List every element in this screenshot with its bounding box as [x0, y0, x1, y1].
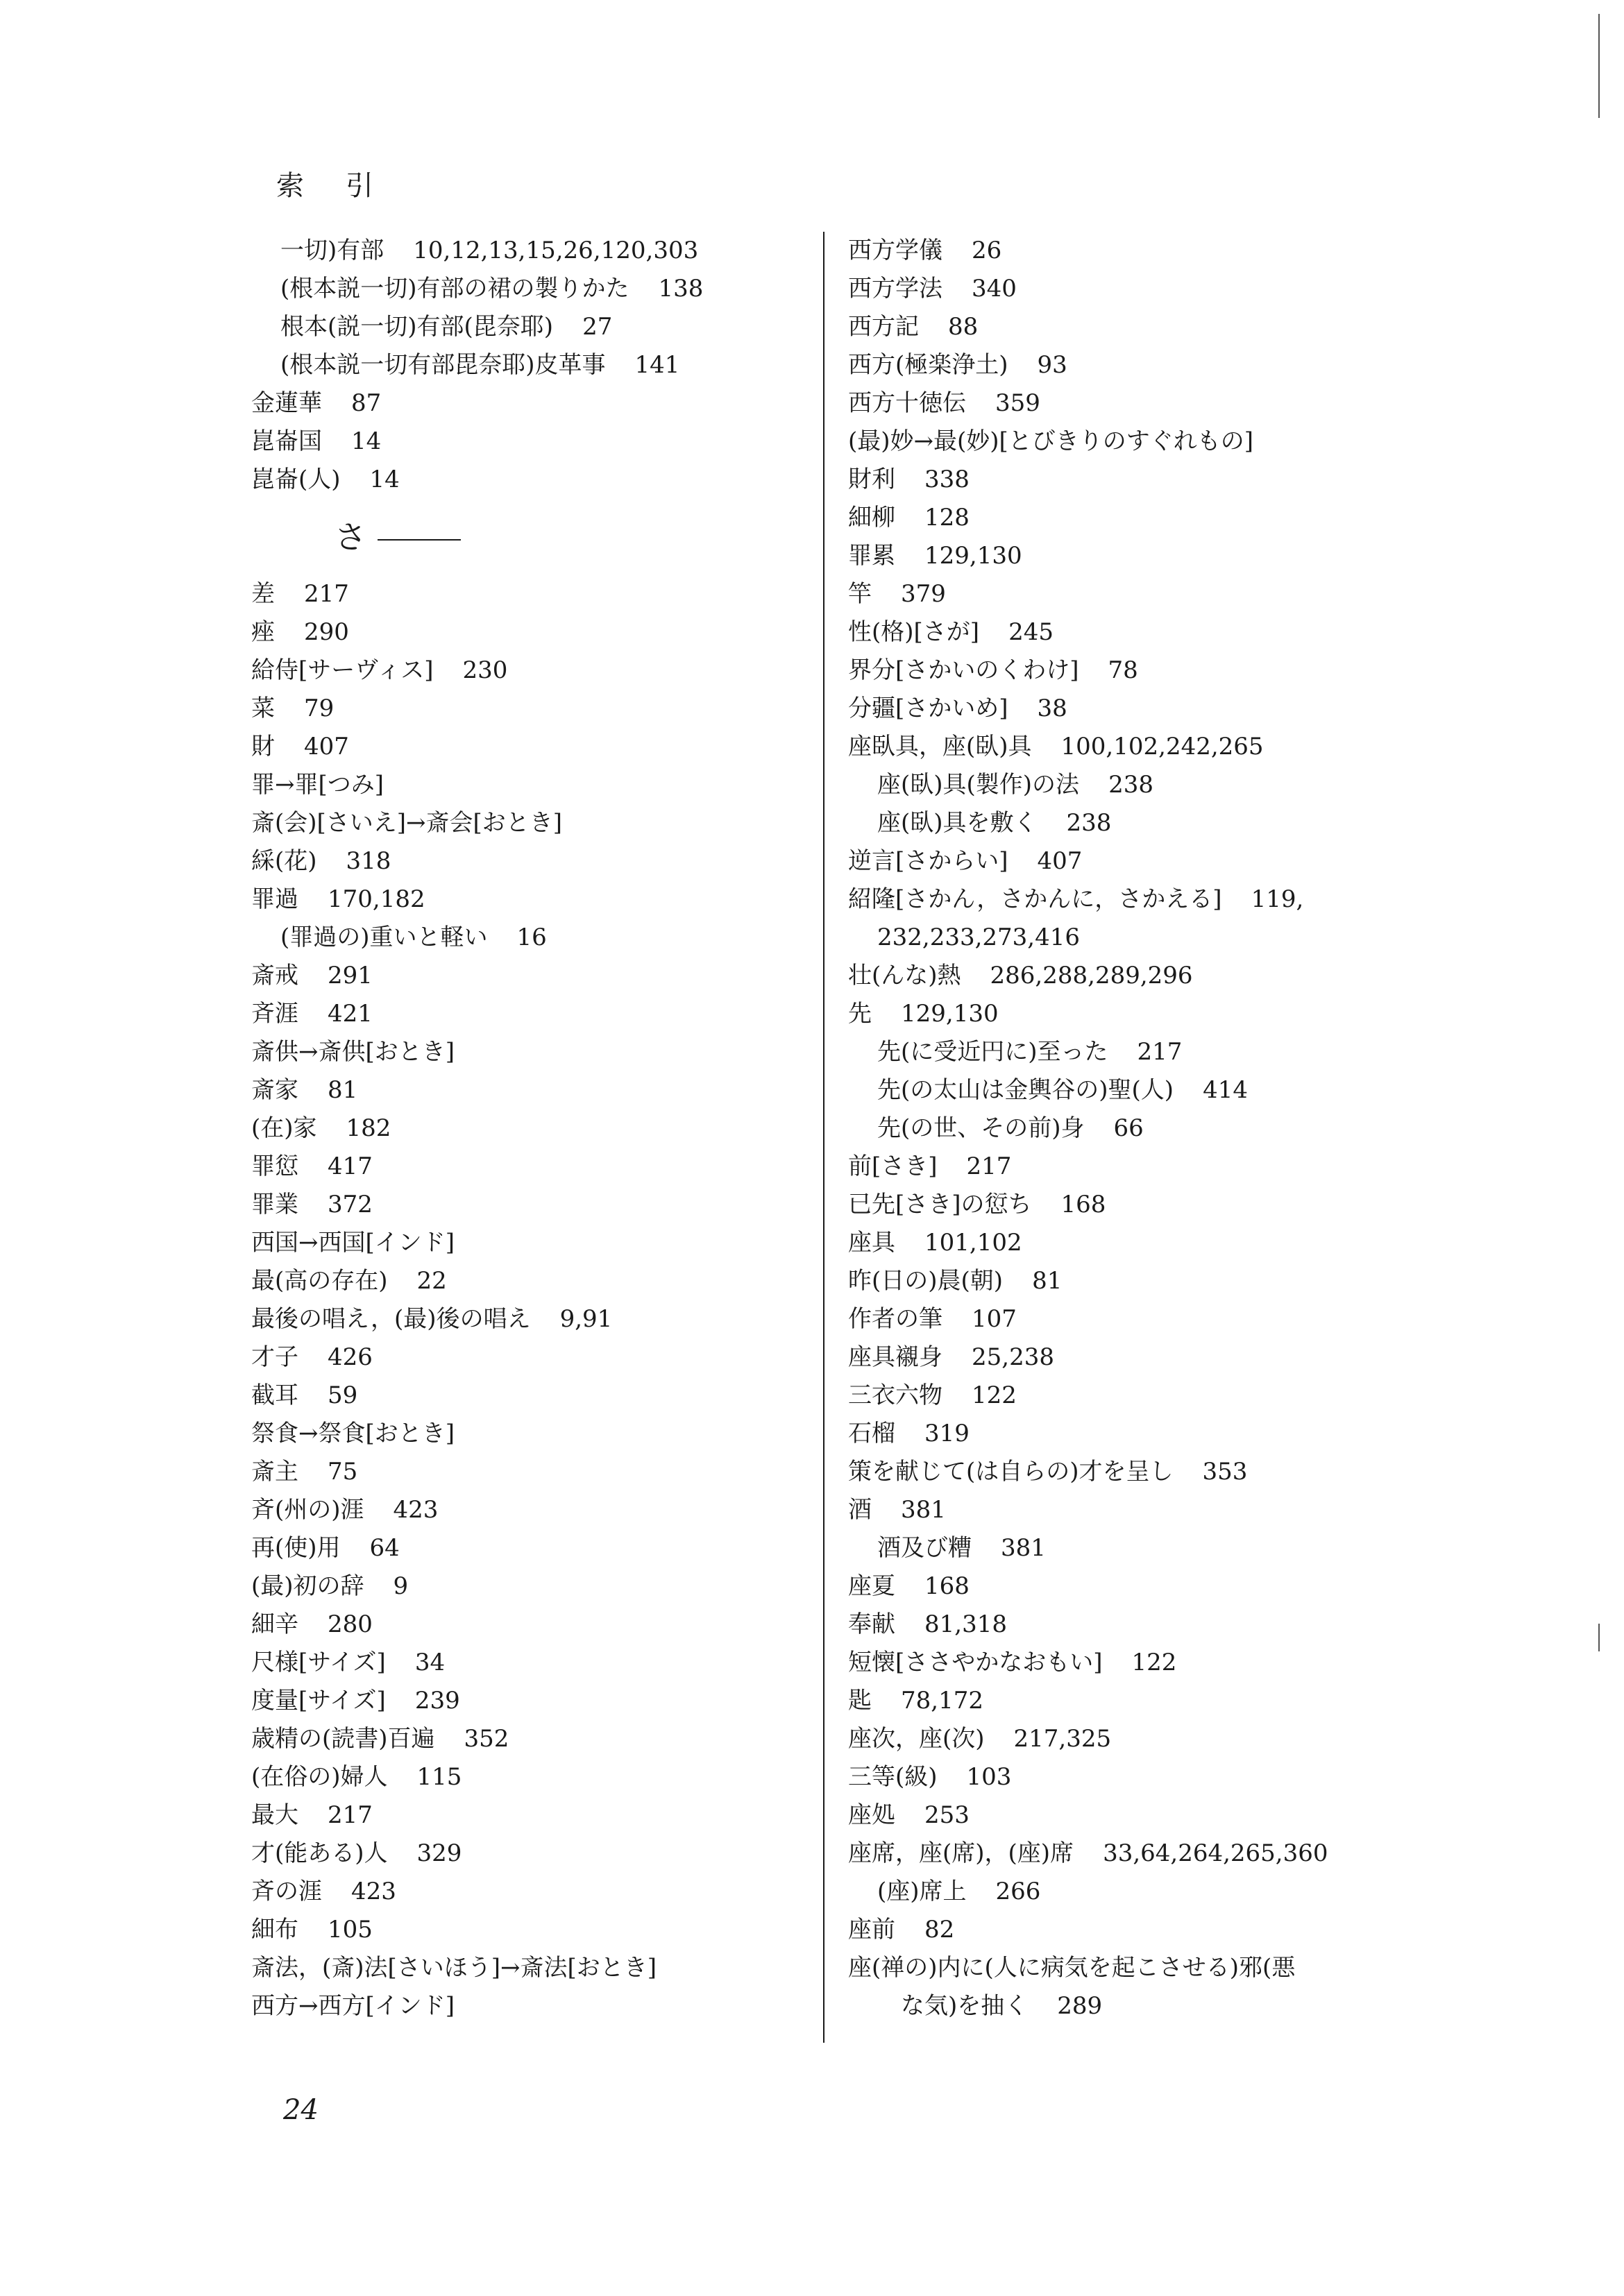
index-term: 座前	[848, 1916, 895, 1944]
index-term: 座臥具，座(臥)具	[848, 733, 1032, 760]
index-entry	[251, 1148, 806, 1186]
index-term: 斎(会)[さいえ]→斎会[おとき]	[251, 809, 563, 837]
index-term: 分疆[さかいめ]	[848, 695, 1008, 722]
index-term: (根本説一切)有部の裙の製りかた	[280, 275, 629, 303]
index-pages: 182	[346, 1114, 391, 1142]
index-entry	[848, 1491, 1424, 1529]
index-pages: 340	[972, 275, 1017, 303]
index-pages: 66	[1113, 1114, 1144, 1142]
index-term: 斎主	[251, 1458, 298, 1486]
index-term: 西方十徳伝	[848, 389, 966, 417]
index-entry	[251, 1377, 806, 1415]
index-pages: 79	[304, 695, 335, 722]
index-pages: 100,102,242,265	[1060, 733, 1264, 760]
index-entry	[848, 1377, 1424, 1415]
index-term: 歳精の(読書)百遍	[251, 1725, 435, 1753]
index-entry	[848, 1338, 1424, 1377]
index-entry	[251, 766, 806, 804]
index-term: 西方記	[848, 313, 919, 341]
index-term: 綵(花)	[251, 847, 317, 875]
index-entry	[848, 384, 1424, 423]
index-entry	[848, 1949, 1424, 1987]
index-pages: 26	[972, 237, 1002, 264]
index-term: 財	[251, 733, 275, 760]
index-term: 罪過	[251, 885, 298, 913]
index-pages: 238	[1066, 809, 1112, 837]
index-entry	[848, 1796, 1424, 1835]
index-term: な気)を抽く	[901, 1992, 1029, 2020]
index-pages: 245	[1008, 618, 1054, 646]
index-pages: 33,64,264,265,360	[1103, 1839, 1328, 1867]
index-pages: 81,318	[924, 1610, 1007, 1638]
index-term: 罪業	[251, 1191, 298, 1218]
index-pages: 22	[416, 1267, 447, 1295]
index-column-right	[848, 232, 1424, 2025]
index-entry	[251, 1224, 806, 1262]
index-pages: 170,182	[328, 885, 425, 913]
index-term: 前[さき]	[848, 1153, 938, 1180]
index-term: 菜	[251, 695, 275, 722]
index-term: 崑崙(人)	[251, 466, 341, 493]
index-entry	[848, 270, 1424, 308]
index-entry	[251, 1911, 806, 1949]
index-pages: 381	[1001, 1534, 1046, 1562]
index-term: (罪過の)重いと軽い	[280, 924, 488, 951]
index-term: 作者の筆	[848, 1305, 942, 1333]
index-term: 西方学法	[848, 275, 942, 303]
index-pages: 253	[924, 1801, 970, 1829]
index-entry	[251, 652, 806, 690]
index-term: 座次，座(次)	[848, 1725, 985, 1753]
index-pages: 122	[972, 1381, 1017, 1409]
index-entry	[251, 690, 806, 728]
index-pages: 107	[972, 1305, 1017, 1333]
column-divider	[823, 232, 824, 2043]
index-entry	[251, 1033, 806, 1071]
index-term: 金蓮華	[251, 389, 322, 417]
section-heading-rule	[378, 539, 461, 541]
index-entry	[848, 1453, 1424, 1491]
index-term: 祭食→祭食[おとき]	[251, 1420, 455, 1447]
index-term: 罪累	[848, 542, 895, 570]
index-pages: 25,238	[972, 1343, 1054, 1371]
index-pages: 372	[328, 1191, 373, 1218]
index-pages: 82	[924, 1916, 955, 1944]
index-entry	[848, 652, 1424, 690]
index-term: 座具襯身	[848, 1343, 942, 1371]
index-pages: 16	[516, 924, 547, 951]
index-pages: 14	[351, 427, 382, 455]
index-entry	[848, 1720, 1424, 1758]
index-entry	[848, 957, 1424, 995]
index-term: 座(禅の)内に(人に病気を起こさせる)邪(悪	[848, 1954, 1296, 1982]
index-pages: 414	[1203, 1076, 1248, 1104]
index-term: 罪愆	[251, 1153, 298, 1180]
index-pages: 115	[416, 1763, 462, 1791]
index-term: 斎供→斎供[おとき]	[251, 1038, 455, 1066]
index-pages: 359	[995, 389, 1040, 417]
index-term: 西方学儀	[848, 237, 942, 264]
index-term: 最大	[251, 1801, 298, 1829]
index-entry	[848, 728, 1424, 766]
index-entry	[251, 995, 806, 1033]
index-pages: 421	[328, 1000, 373, 1028]
index-entry	[848, 1262, 1424, 1300]
index-entry	[251, 423, 806, 461]
index-pages: 291	[328, 962, 373, 989]
index-term: 座夏	[848, 1572, 895, 1600]
index-entry	[251, 1644, 806, 1682]
index-entry	[251, 804, 806, 842]
index-term: 斎法，(斎)法[さいほう]→斎法[おとき]	[251, 1954, 657, 1982]
index-pages: 59	[328, 1381, 358, 1409]
index-pages: 319	[924, 1420, 970, 1447]
index-term: 斉の涯	[251, 1878, 322, 1905]
index-entry	[848, 1224, 1424, 1262]
index-pages: 407	[1037, 847, 1083, 875]
index-pages: 217	[966, 1153, 1012, 1180]
index-entry	[251, 1415, 806, 1453]
index-pages: 423	[351, 1878, 396, 1905]
index-entry	[848, 1873, 1424, 1911]
index-entry	[251, 1262, 806, 1300]
index-pages: 423	[393, 1496, 439, 1524]
index-entry	[251, 1109, 806, 1148]
index-entry	[848, 1529, 1424, 1567]
index-pages: 217,325	[1013, 1725, 1112, 1753]
index-term: 最(高の存在)	[251, 1267, 388, 1295]
index-entry	[848, 575, 1424, 613]
index-term: 短懐[ささやかなおもい]	[848, 1649, 1103, 1676]
index-entry	[251, 1987, 806, 2025]
index-entry	[251, 1796, 806, 1835]
section-heading	[251, 499, 806, 575]
index-term: (在俗の)婦人	[251, 1763, 388, 1791]
index-pages: 168	[1060, 1191, 1106, 1218]
index-pages: 122	[1131, 1649, 1177, 1676]
index-entry	[251, 1186, 806, 1224]
index-pages: 238	[1108, 771, 1153, 799]
index-term: 財利	[848, 466, 895, 493]
index-entry	[848, 1911, 1424, 1949]
index-term: 匙	[848, 1687, 872, 1715]
index-entry	[848, 499, 1424, 537]
index-entry	[251, 461, 806, 499]
index-term: 再(使)用	[251, 1534, 341, 1562]
index-pages: 168	[924, 1572, 970, 1600]
index-entry	[848, 1987, 1424, 2025]
index-pages: 230	[462, 656, 508, 684]
page-edge-mark	[1598, 14, 1600, 118]
index-pages: 381	[901, 1496, 946, 1524]
index-term: 差	[251, 580, 275, 608]
page-number: 24	[283, 2094, 319, 2126]
index-pages: 103	[966, 1763, 1012, 1791]
index-term: 座席，座(席)，(座)席	[848, 1839, 1074, 1867]
index-term: 酒及び糟	[877, 1534, 972, 1562]
index-pages: 64	[369, 1534, 400, 1562]
index-entry	[251, 1491, 806, 1529]
index-pages: 38	[1037, 695, 1067, 722]
index-entry	[251, 1529, 806, 1567]
index-entry	[848, 308, 1424, 346]
index-entry	[251, 384, 806, 423]
index-term: 已先[さき]の愆ち	[848, 1191, 1032, 1218]
index-entry	[251, 728, 806, 766]
index-entry	[251, 308, 806, 346]
index-pages: 286,288,289,296	[990, 962, 1193, 989]
index-pages: 217	[1137, 1038, 1183, 1066]
index-term: 斉(州の)涯	[251, 1496, 364, 1524]
index-term: 座具	[848, 1229, 895, 1257]
index-entry	[251, 232, 806, 270]
index-entry	[848, 1071, 1424, 1109]
index-term: 座(臥)具(製作)の法	[877, 771, 1080, 799]
index-term: 先(の太山は金輿谷の)聖(人)	[877, 1076, 1174, 1104]
index-entry	[848, 1186, 1424, 1224]
index-entry	[848, 919, 1424, 957]
index-term: 壮(んな)熱	[848, 962, 961, 989]
index-term: 性(格)[さが]	[848, 618, 980, 646]
index-entry	[251, 1567, 806, 1606]
index-term: 才子	[251, 1343, 298, 1371]
index-pages: 78	[1108, 656, 1138, 684]
index-pages: 129,130	[924, 542, 1022, 570]
index-entry	[848, 423, 1424, 461]
index-pages: 379	[901, 580, 946, 608]
index-entry	[848, 346, 1424, 384]
index-pages: 34	[414, 1649, 446, 1676]
index-pages: 290	[304, 618, 349, 646]
index-pages: 10,12,13,15,26,120,303	[413, 237, 699, 264]
index-pages: 289	[1057, 1992, 1103, 2020]
index-pages: 217	[328, 1801, 373, 1829]
index-entry	[848, 1415, 1424, 1453]
index-term: 先(に受近円に)至った	[877, 1038, 1108, 1066]
index-term: 才(能ある)人	[251, 1839, 388, 1867]
index-pages: 119,	[1251, 885, 1304, 913]
index-term: 截耳	[251, 1381, 298, 1409]
index-term: 232,233,273,416	[877, 924, 1081, 951]
index-entry	[251, 919, 806, 957]
index-pages: 9,91	[559, 1305, 613, 1333]
index-entry	[251, 1606, 806, 1644]
index-entry	[848, 232, 1424, 270]
index-pages: 338	[924, 466, 970, 493]
index-term: 斉涯	[251, 1000, 298, 1028]
index-term: 策を献じて(は自らの)才を呈し	[848, 1458, 1174, 1486]
index-pages: 101,102	[924, 1229, 1022, 1257]
index-entry	[848, 1682, 1424, 1720]
index-entry	[251, 1758, 806, 1796]
index-entry	[251, 1300, 806, 1338]
index-entry	[848, 1300, 1424, 1338]
index-pages: 78,172	[901, 1687, 983, 1715]
index-entry	[251, 575, 806, 613]
index-pages: 407	[304, 733, 349, 760]
index-pages: 141	[634, 351, 680, 379]
index-entry	[848, 1644, 1424, 1682]
index-pages: 128	[924, 504, 970, 532]
index-term: 座(臥)具を敷く	[877, 809, 1038, 837]
index-pages: 426	[328, 1343, 373, 1371]
index-entry	[251, 1873, 806, 1911]
index-term: (座)席上	[877, 1878, 967, 1905]
index-term: 一切)有部	[280, 237, 384, 264]
index-entry	[848, 1606, 1424, 1644]
index-term: 西方(極楽浄土)	[848, 351, 1008, 379]
index-pages: 87	[351, 389, 382, 417]
index-entry	[848, 1567, 1424, 1606]
index-entry	[848, 1033, 1424, 1071]
index-pages: 75	[328, 1458, 358, 1486]
index-entry	[251, 613, 806, 652]
index-pages: 217	[304, 580, 349, 608]
section-heading-kana: さ	[335, 518, 366, 556]
index-term: 西国→西国[インド]	[251, 1229, 455, 1257]
index-term: 斎家	[251, 1076, 298, 1104]
index-term: 界分[さかいのくわけ]	[848, 656, 1079, 684]
index-term: 昨(日の)晨(朝)	[848, 1267, 1004, 1295]
page-title: 索引	[276, 170, 415, 202]
index-pages: 14	[369, 466, 400, 493]
index-entry	[848, 881, 1424, 919]
index-entry	[251, 881, 806, 919]
index-entry	[848, 461, 1424, 499]
index-entry	[848, 1758, 1424, 1796]
index-term: 三衣六物	[848, 1381, 942, 1409]
index-term: (在)家	[251, 1114, 317, 1142]
index-term: 西方→西方[インド]	[251, 1992, 455, 2020]
index-term: 三等(級)	[848, 1763, 938, 1791]
index-entry	[848, 842, 1424, 881]
index-term: 先	[848, 1000, 872, 1028]
index-pages: 329	[416, 1839, 462, 1867]
index-term: 逆言[さからい]	[848, 847, 1008, 875]
index-pages: 105	[328, 1916, 373, 1944]
index-entry	[251, 1071, 806, 1109]
index-column-left	[251, 232, 806, 2025]
index-entry	[251, 957, 806, 995]
index-pages: 129,130	[901, 1000, 999, 1028]
index-term: 崑崙国	[251, 427, 322, 455]
index-entry	[251, 270, 806, 308]
index-pages: 88	[948, 313, 979, 341]
index-entry	[251, 1682, 806, 1720]
index-term: 奉献	[848, 1610, 895, 1638]
index-pages: 27	[582, 313, 613, 341]
index-entry	[848, 613, 1424, 652]
index-entry	[251, 346, 806, 384]
index-entry	[848, 690, 1424, 728]
index-pages: 266	[995, 1878, 1041, 1905]
index-term: 酒	[848, 1496, 872, 1524]
index-entry	[848, 1835, 1424, 1873]
index-entry	[251, 1949, 806, 1987]
index-entry	[848, 1148, 1424, 1186]
index-term: 石榴	[848, 1420, 895, 1447]
index-term: 竿	[848, 580, 872, 608]
index-pages: 81	[1032, 1267, 1063, 1295]
index-pages: 318	[346, 847, 391, 875]
index-pages: 239	[414, 1687, 460, 1715]
index-term: 給侍[サーヴィス]	[251, 656, 434, 684]
index-term: 先(の世、その前)身	[877, 1114, 1085, 1142]
index-term: 度量[サイズ]	[251, 1687, 386, 1715]
index-pages: 417	[328, 1153, 373, 1180]
index-term: 根本(説一切)有部(毘奈耶)	[280, 313, 554, 341]
index-entry	[848, 995, 1424, 1033]
index-entry	[848, 1109, 1424, 1148]
index-term: 罪→罪[つみ]	[251, 771, 384, 799]
index-entry	[251, 1720, 806, 1758]
index-term: (根本説一切有部毘奈耶)皮革事	[280, 351, 606, 379]
index-term: (最)妙→最(妙)[とびきりのすぐれもの]	[848, 427, 1254, 455]
index-entry	[848, 804, 1424, 842]
index-entry	[251, 1835, 806, 1873]
index-pages: 352	[464, 1725, 509, 1753]
index-term: 斎戒	[251, 962, 298, 989]
index-term: 座処	[848, 1801, 895, 1829]
index-term: 痤	[251, 618, 275, 646]
index-term: 細柳	[848, 504, 895, 532]
index-pages: 9	[393, 1572, 409, 1600]
index-entry	[251, 1453, 806, 1491]
page-edge-mark	[1598, 1624, 1600, 1651]
index-term: 紹隆[さかん，さかんに，さかえる]	[848, 885, 1222, 913]
index-term: 尺様[サイズ]	[251, 1649, 386, 1676]
index-term: 細辛	[251, 1610, 298, 1638]
index-term: 細布	[251, 1916, 298, 1944]
index-pages: 353	[1202, 1458, 1248, 1486]
index-pages: 138	[658, 275, 704, 303]
index-pages: 93	[1037, 351, 1067, 379]
index-pages: 81	[328, 1076, 358, 1104]
index-term: 最後の唱え，(最)後の唱え	[251, 1305, 531, 1333]
index-entry	[848, 766, 1424, 804]
index-entry	[848, 537, 1424, 575]
index-pages: 280	[328, 1610, 373, 1638]
index-term: (最)初の辞	[251, 1572, 364, 1600]
index-entry	[251, 1338, 806, 1377]
index-entry	[251, 842, 806, 881]
